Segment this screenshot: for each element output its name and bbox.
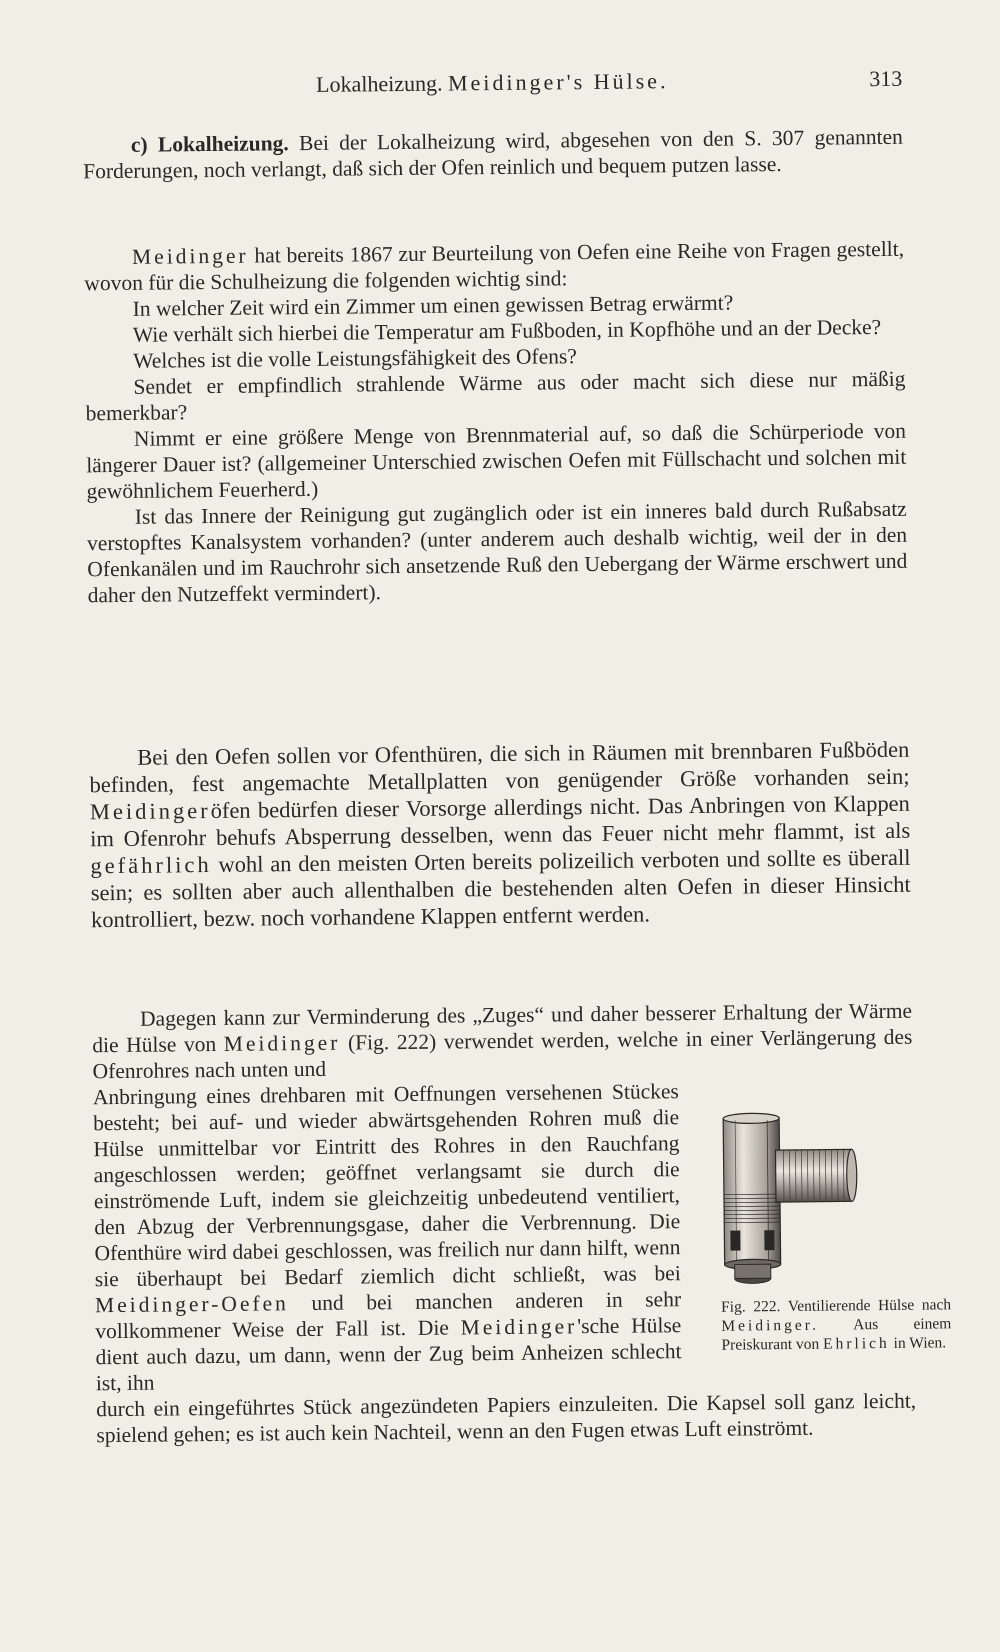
huelse-text-3: Anbringung eines drehbaren mit Oeffnungen versehenen Stückes besteht; bei auf- und wieder abwärtsgehenden Rohren muß die Hülse unmittelbar vor Eintritt des Rohres in den Rauchfang angeschlossen werden; geöffnet verlangsamt sie durch die einströmende Luft, indem sie gleichzeitig unbedeutend ventiliert, den Abzug der Verbrennungsgase, daher die Verbrennung. Die Ofenthüre wird dabei geschlossen, was freilich nur dann hilft, wenn sie überhaupt bei Bedarf ziemlich dicht schließt, was bei <box>92 1079 681 1292</box>
huelse-text-6: durch ein eingeführtes Stück angezündeten Papiers einzuleiten. Die Kapsel soll ganz leicht, spielend gehen; es ist auch kein Nachteil, wenn an den Fugen etwas Luft einströmt. <box>96 1388 917 1448</box>
caption-author: Ehrlich <box>823 1334 890 1353</box>
figure-label: Fig. 222. <box>721 1298 781 1316</box>
question-item: In welcher Zeit wird ein Zimmer um einen gewissen Betrag erwärmt? <box>132 290 734 321</box>
running-name: Meidinger's Hülse. <box>447 68 669 96</box>
running-header <box>82 66 902 101</box>
running-title: Lokalheizung. <box>315 70 443 97</box>
caption-text-c: in Wien. <box>893 1334 947 1352</box>
figure-222 <box>719 1110 952 1402</box>
author-name: Meidinger <box>89 798 211 825</box>
question-item: Nimmt er eine größere Menge von Brennmaterial auf, so daß die Schürperiode von längerer Dauer ist? (allgemeiner Unterschied zwischen Oefen mit Füllschacht und solchen mit gewöhnlichem Feuerherd.) <box>86 418 907 504</box>
questions-block <box>84 236 908 609</box>
author-name: Meidinger <box>223 1030 341 1056</box>
question-item: Sendet er empfindlich strahlende Wärme aus oder macht sich diese nur mäßig bemerkbar? <box>85 366 906 426</box>
safety-text-3: wohl an den meisten Orten bereits polizeilich verboten und sollte es überall sein; es sollten aber auch allenthalben die bestehenden alten Oefen in dieser Hinsicht kontrolliert, bezw. noch vorhandene Klappen entfernt werden. <box>90 844 911 933</box>
safety-paragraph <box>89 736 911 934</box>
author-name: Meidinger <box>460 1314 578 1340</box>
author-name: Meidinger <box>131 243 249 269</box>
caption-text-b: Aus einem Preiskurant von <box>721 1315 952 1354</box>
huelse-wrap-text <box>93 1078 682 1396</box>
author-name: Meidinger-Oefen <box>94 1291 289 1318</box>
emphasis-word: gefährlich <box>90 852 212 879</box>
section-c <box>83 124 903 185</box>
question-item: Welches ist die volle Leistungsfähigkeit des Ofens? <box>133 344 577 373</box>
section-heading: c) Lokalheizung. <box>130 131 289 157</box>
section-intro-text: Bei der Lokalheizung wird, abgesehen von den S. 307 genannten Forderungen, noch verlangt, daß sich der Ofen reinlich und bequem putzen lasse. <box>83 124 903 184</box>
ventilating-sleeve-illustration <box>719 1111 861 1288</box>
page-number: 313 <box>869 65 903 92</box>
caption-text-a: Ventilierende Hülse nach <box>787 1296 952 1316</box>
huelse-text-5: 'sche Hülse dient auch dazu, um dann, wenn der Zug beim Anheizen schlecht ist, ihn <box>95 1313 682 1396</box>
caption-author: Meidinger. <box>721 1316 819 1335</box>
question-item: Ist das Innere der Reinigung gut zugänglich oder ist ein inneres bald durch Rußabsatz verstopftes Kanalsystem vorhanden? (unter anderem auch deshalb wichtig, weil der in den Ofenkanälen und im Rauchrohr sich ansetzende Ruß den Uebergang der Wärme erschwert und daher den Nutzeffekt vermindert). <box>86 496 908 608</box>
huelse-text-4: und bei manchen anderen in sehr vollkommener Weise der Fall ist. Die <box>95 1287 682 1344</box>
safety-text-1: Bei den Oefen sollen vor Ofenthüren, die sich in Räumen mit brennbaren Fußböden befinden, fest angemachte Metallplatten von genügender Größe vorhanden sein; <box>89 736 910 798</box>
huelse-text-1: Dagegen kann zur Verminderung des „Zuges“ und daher besserer Erhaltung der Wärme die Hülse von <box>92 998 913 1058</box>
questions-intro: hat bereits 1867 zur Beurteilung von Oefen eine Reihe von Fragen gestellt, wovon für die Schulheizung die folgenden wichtig sind: <box>84 236 905 296</box>
huelse-text-2: (Fig. 222) verwendet werden, welche in einer Verlängerung des Ofenrohres nach unten und <box>92 1024 913 1084</box>
question-item: Wie verhält sich hierbei die Temperatur am Fußboden, in Kopfhöhe und an der Decke? <box>132 314 882 347</box>
safety-text-2: öfen bedürfen dieser Vorsorge allerdings nicht. Das Anbringen von Klappen im Ofenrohr behufs Absperrung desselben, wenn das Feuer nicht mehr flammt, ist als <box>90 790 911 852</box>
figure-caption <box>721 1295 952 1354</box>
